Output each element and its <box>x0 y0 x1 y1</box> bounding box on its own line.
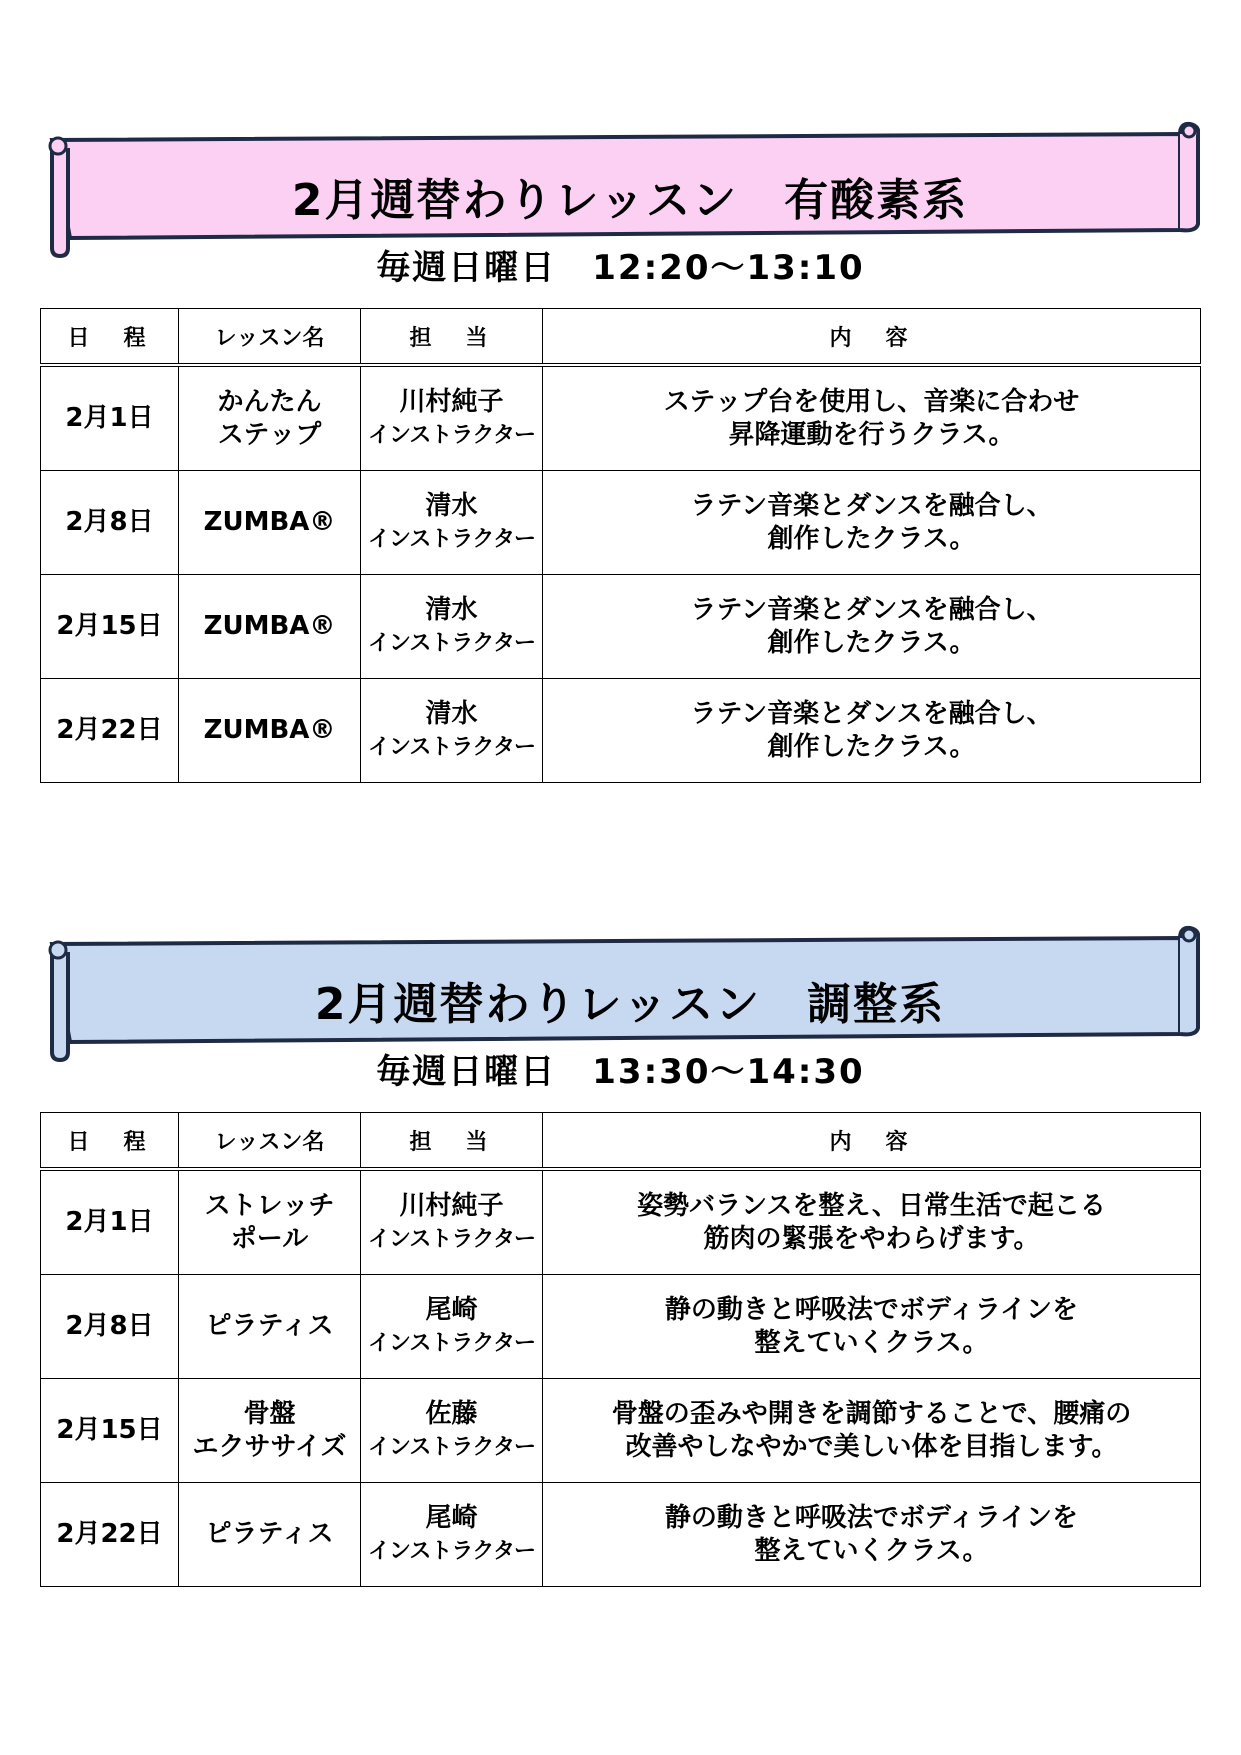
instructor-name: 尾崎 <box>425 1502 478 1533</box>
cell-content <box>543 679 1201 783</box>
instructor-name: 清水 <box>425 490 478 521</box>
header-lesson: レッスン名 <box>179 1113 361 1170</box>
schedule-time: 毎週日曜日 12:20～13:10 <box>376 248 865 288</box>
table-row <box>41 1275 1201 1379</box>
scroll-banner <box>40 118 1200 258</box>
cell-instructor <box>361 1169 543 1275</box>
lesson-line: ストレッチ <box>204 1190 335 1221</box>
content-line: 静の動きと呼吸法でボディラインを <box>664 1294 1079 1325</box>
cell-content <box>543 1275 1201 1379</box>
content-line: 筋肉の緊張をやわらげます。 <box>703 1223 1040 1254</box>
header-content: 内 容 <box>543 309 1201 366</box>
cell-lesson <box>179 471 361 575</box>
scroll-banner <box>40 922 1200 1062</box>
lesson-table <box>40 1112 1201 1587</box>
instructor-title: インストラクター <box>368 422 535 448</box>
section-title: 2月週替わりレッスン 調整系 <box>314 979 946 1030</box>
instructor-title: インストラクター <box>368 1434 535 1460</box>
content-line: 静の動きと呼吸法でボディラインを <box>664 1502 1079 1533</box>
instructor-name: 佐藤 <box>425 1398 478 1429</box>
lesson-line: ピラティス <box>205 1519 334 1549</box>
instructor-name: 清水 <box>425 698 478 729</box>
cell-date: 2月15日 <box>41 1379 179 1483</box>
cell-lesson <box>179 1483 361 1587</box>
cell-content <box>543 365 1201 471</box>
content-line: 創作したクラス。 <box>767 731 976 762</box>
cell-lesson <box>179 365 361 471</box>
table-row <box>41 1169 1201 1275</box>
content-line: 改善やしなやかで美しい体を目指します。 <box>625 1431 1118 1462</box>
instructor-name: 尾崎 <box>425 1294 478 1325</box>
table-row <box>41 679 1201 783</box>
instructor-title: インストラクター <box>368 1538 535 1564</box>
content-line: ステップ台を使用し、音楽に合わせ <box>663 386 1080 417</box>
table-row <box>41 1379 1201 1483</box>
cell-content <box>543 1379 1201 1483</box>
header-date: 日 程 <box>41 309 179 366</box>
instructor-name: 清水 <box>425 594 478 625</box>
cell-lesson <box>179 1169 361 1275</box>
cell-instructor <box>361 575 543 679</box>
lesson-line: 骨盤 <box>243 1398 296 1429</box>
header-instructor: 担 当 <box>361 1113 543 1170</box>
cell-lesson <box>179 1379 361 1483</box>
header-lesson: レッスン名 <box>179 309 361 366</box>
content-line: 整えていくクラス。 <box>754 1535 989 1566</box>
instructor-title: インストラクター <box>368 630 535 656</box>
content-line: 骨盤の歪みや開きを調節することで、腰痛の <box>611 1398 1132 1429</box>
lesson-line: ZUMBA® <box>203 715 336 745</box>
content-line: 創作したクラス。 <box>767 523 976 554</box>
lesson-line: ピラティス <box>205 1311 334 1341</box>
cell-instructor <box>361 1379 543 1483</box>
cell-date: 2月15日 <box>41 575 179 679</box>
schedule-time: 毎週日曜日 13:30～14:30 <box>376 1052 865 1092</box>
instructor-title: インストラクター <box>368 734 535 760</box>
cell-content <box>543 471 1201 575</box>
lesson-line: エクササイズ <box>192 1431 347 1462</box>
cell-instructor <box>361 1483 543 1587</box>
content-line: 創作したクラス。 <box>767 627 976 658</box>
cell-instructor <box>361 471 543 575</box>
cell-date: 2月8日 <box>41 471 179 575</box>
content-line: ラテン音楽とダンスを融合し、 <box>690 698 1053 729</box>
content-line: 姿勢バランスを整え、日常生活で起こる <box>637 1190 1106 1221</box>
cell-date: 2月1日 <box>41 365 179 471</box>
cell-lesson <box>179 679 361 783</box>
table-row <box>41 575 1201 679</box>
cell-content <box>543 1483 1201 1587</box>
table-header-row <box>41 309 1201 366</box>
lesson-line: かんたん <box>217 386 322 417</box>
cell-date: 2月22日 <box>41 1483 179 1587</box>
table-row <box>41 1483 1201 1587</box>
table-row <box>41 365 1201 471</box>
lesson-line: ZUMBA® <box>203 611 336 641</box>
content-line: ラテン音楽とダンスを融合し、 <box>690 594 1053 625</box>
instructor-title: インストラクター <box>368 526 535 552</box>
cell-lesson <box>179 575 361 679</box>
instructor-name: 川村純子 <box>399 386 504 417</box>
content-line: 整えていくクラス。 <box>754 1327 989 1358</box>
cell-date: 2月8日 <box>41 1275 179 1379</box>
cell-date: 2月22日 <box>41 679 179 783</box>
cell-content <box>543 575 1201 679</box>
content-line: 昇降運動を行うクラス。 <box>728 419 1015 450</box>
instructor-name: 川村純子 <box>399 1190 504 1221</box>
cell-lesson <box>179 1275 361 1379</box>
lesson-line: ポール <box>230 1223 309 1254</box>
cell-instructor <box>361 365 543 471</box>
cell-instructor <box>361 1275 543 1379</box>
header-date: 日 程 <box>41 1113 179 1170</box>
content-line: ラテン音楽とダンスを融合し、 <box>690 490 1053 521</box>
cell-instructor <box>361 679 543 783</box>
instructor-title: インストラクター <box>368 1330 535 1356</box>
lesson-line: ZUMBA® <box>203 507 336 537</box>
lesson-line: ステップ <box>217 419 322 450</box>
cell-date: 2月1日 <box>41 1169 179 1275</box>
instructor-title: インストラクター <box>368 1226 535 1252</box>
table-header-row <box>41 1113 1201 1170</box>
table-row <box>41 471 1201 575</box>
cell-content <box>543 1169 1201 1275</box>
section-title: 2月週替わりレッスン 有酸素系 <box>291 175 969 226</box>
header-content: 内 容 <box>543 1113 1201 1170</box>
header-instructor: 担 当 <box>361 309 543 366</box>
lesson-table <box>40 308 1201 783</box>
